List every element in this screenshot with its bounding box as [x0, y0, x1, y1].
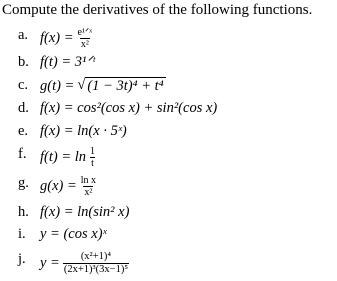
fraction-denominator: t: [91, 158, 94, 169]
square-root: √ (1 − 3t)⁴ + t⁴: [77, 77, 164, 94]
problem-label: g.: [18, 175, 29, 191]
problem-expression: f(x) = ln(x · 5ˣ): [40, 123, 127, 139]
fraction-numerator: 1: [90, 146, 96, 157]
problem-expression: f(x) = ln(sin² x): [40, 204, 130, 220]
fraction-denominator: (2x+1)³(3x−1)⁵: [63, 264, 128, 275]
problem-expression: f(t) = ln $\frac{1}{t}$: [40, 146, 96, 169]
problem-expression: y = (cos x)ˣ: [40, 226, 107, 242]
problem-label: d.: [18, 100, 29, 116]
problem-label: e.: [18, 123, 29, 139]
problem-expression: f(x) = cos²(cos x) + sin²(cos x): [40, 100, 218, 116]
fraction-denominator: x²: [84, 187, 93, 198]
problem-label: b.: [18, 54, 29, 70]
problem-expression: f(x) = $\frac{\text{e¹ᐟˣ}}{\text{x²}}$: [40, 27, 93, 50]
page-heading: Compute the derivatives of the following functions.: [2, 2, 313, 18]
problem-label: j.: [18, 251, 26, 267]
problem-expression: f(t) = 3¹ᐟᵗ: [40, 54, 95, 70]
problem-label: a.: [18, 27, 29, 43]
problem-expression: y = $\frac{\text{(x²+1)⁴}}{\text{(2x+1)³(3x−1)⁵}}$: [40, 251, 128, 275]
fraction-denominator: x²: [80, 39, 89, 50]
problem-label: f.: [18, 146, 27, 162]
problem-expression: g(x) = $\frac{\text{ln x}}{\text{x²}}$: [40, 175, 97, 198]
fraction-numerator: ln x: [80, 175, 97, 186]
radicand: (1 − 3t)⁴ + t⁴: [87, 78, 164, 94]
fraction-numerator: e¹ᐟˣ: [77, 27, 93, 38]
problem-expression: g(t) = √ (1 − 3t)⁴ + t⁴: [40, 77, 164, 94]
fraction-numerator: (x²+1)⁴: [80, 251, 112, 262]
problem-label: i.: [18, 226, 26, 242]
problem-label: c.: [18, 77, 29, 93]
problem-label: h.: [18, 204, 29, 220]
